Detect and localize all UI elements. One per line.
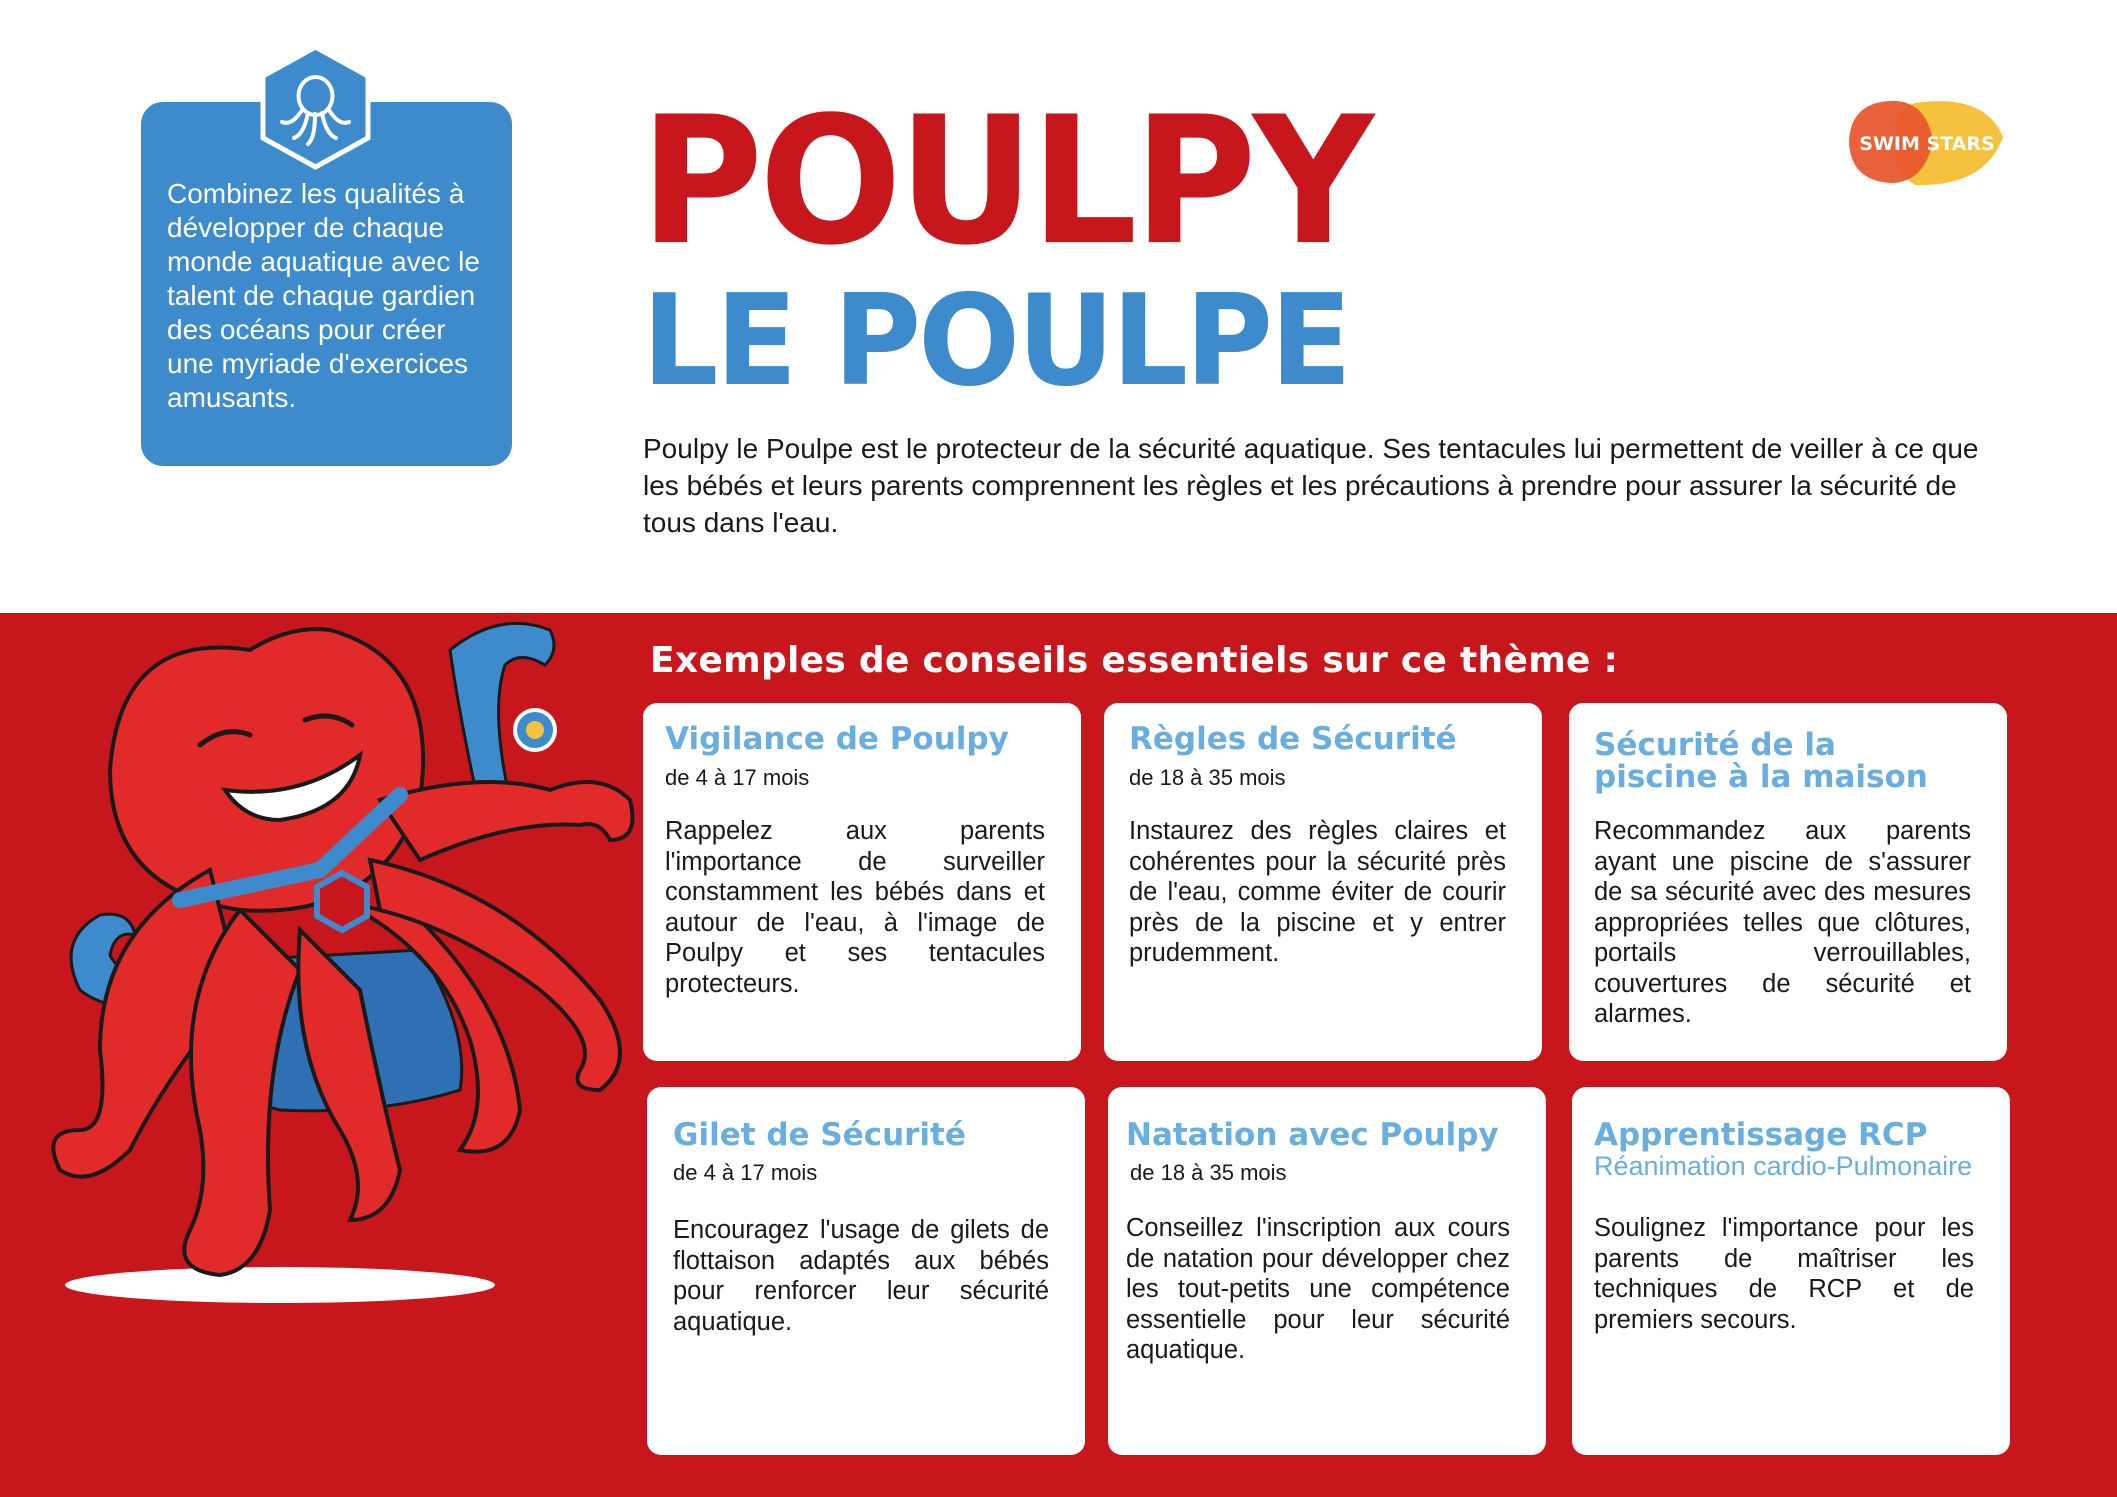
card-gilet-securite [647, 1087, 1085, 1455]
logo-text: SWIM STARS [1859, 133, 1995, 155]
swim-stars-logo [1845, 95, 2005, 190]
octopus-icon [258, 44, 373, 170]
card-subtitle: de 18 à 35 mois [1129, 765, 1286, 790]
card-vigilance [643, 703, 1081, 1061]
card-title: Gilet de Sécurité [673, 1117, 966, 1153]
title-line-2: LE POULPE [642, 268, 1350, 415]
description: Poulpy le Poulpe est le protecteur de la sécurité aquatique. Ses tentacules lui permettent de veiller à ce que les bébés et leurs parents comprennent les règles et les précautions à prendre pour assurer la sécurité de tous dans l'eau. [643, 433, 1979, 538]
card-title: Vigilance de Poulpy [665, 721, 1009, 757]
title-line-1: POULPY [640, 78, 1371, 285]
card-subtitle: de 4 à 17 mois [665, 765, 810, 790]
card-title: Sécurité de la piscine à la maison [1594, 727, 1928, 795]
card-body: Instaurez des règles claires et cohérentes pour la sécurité près de l'eau, comme éviter de courir près de la piscine et y entrer prudemment. [1129, 817, 1506, 967]
section-heading: Exemples de conseils essentiels sur ce thème : [650, 640, 1619, 681]
card-regles-securite [1104, 703, 1542, 1061]
card-subtitle: de 18 à 35 mois [1130, 1160, 1287, 1185]
card-body: Recommandez aux parents ayant une piscine de s'assurer de sa sécurité avec des mesures appropriées telles que clôtures, portails verrouillables, couvertures de sécurité et alarmes. [1594, 817, 1971, 1028]
card-body: Conseillez l'inscription aux cours de natation pour développer chez les tout-petits une compétence essentielle pour leur sécurité aquatique. [1126, 1214, 1510, 1364]
card-body: Rappelez aux parents l'importance de surveiller constamment les bébés dans et autour de l'eau, à l'image de Poulpy et ses tentacules protecteurs. [665, 817, 1045, 998]
card-body: Soulignez l'importance pour les parents de maîtriser les techniques de RCP et de premiers secours. [1594, 1214, 1974, 1334]
card-body: Encouragez l'usage de gilets de flottaison adaptés aux bébés pour renforcer leur sécurité aquatique. [673, 1216, 1049, 1336]
card-title: Règles de Sécurité [1129, 721, 1457, 757]
card-title: Natation avec Poulpy [1126, 1117, 1499, 1153]
card-apprentissage-rcp [1572, 1087, 2010, 1455]
card-title: Apprentissage RCP [1594, 1117, 1928, 1153]
card-subtitle: Réanimation cardio-Pulmonaire [1594, 1151, 1973, 1181]
intro-text: Combinez les qualités à développer de chaque monde aquatique avec le talent de chaque gardien des océans pour créer une myriade d'exercices amusants. [167, 178, 480, 413]
card-securite-piscine [1569, 703, 2007, 1061]
card-subtitle: de 4 à 17 mois [673, 1160, 818, 1185]
octopus-mascot-illustration [40, 570, 700, 1310]
card-natation [1108, 1087, 1546, 1455]
